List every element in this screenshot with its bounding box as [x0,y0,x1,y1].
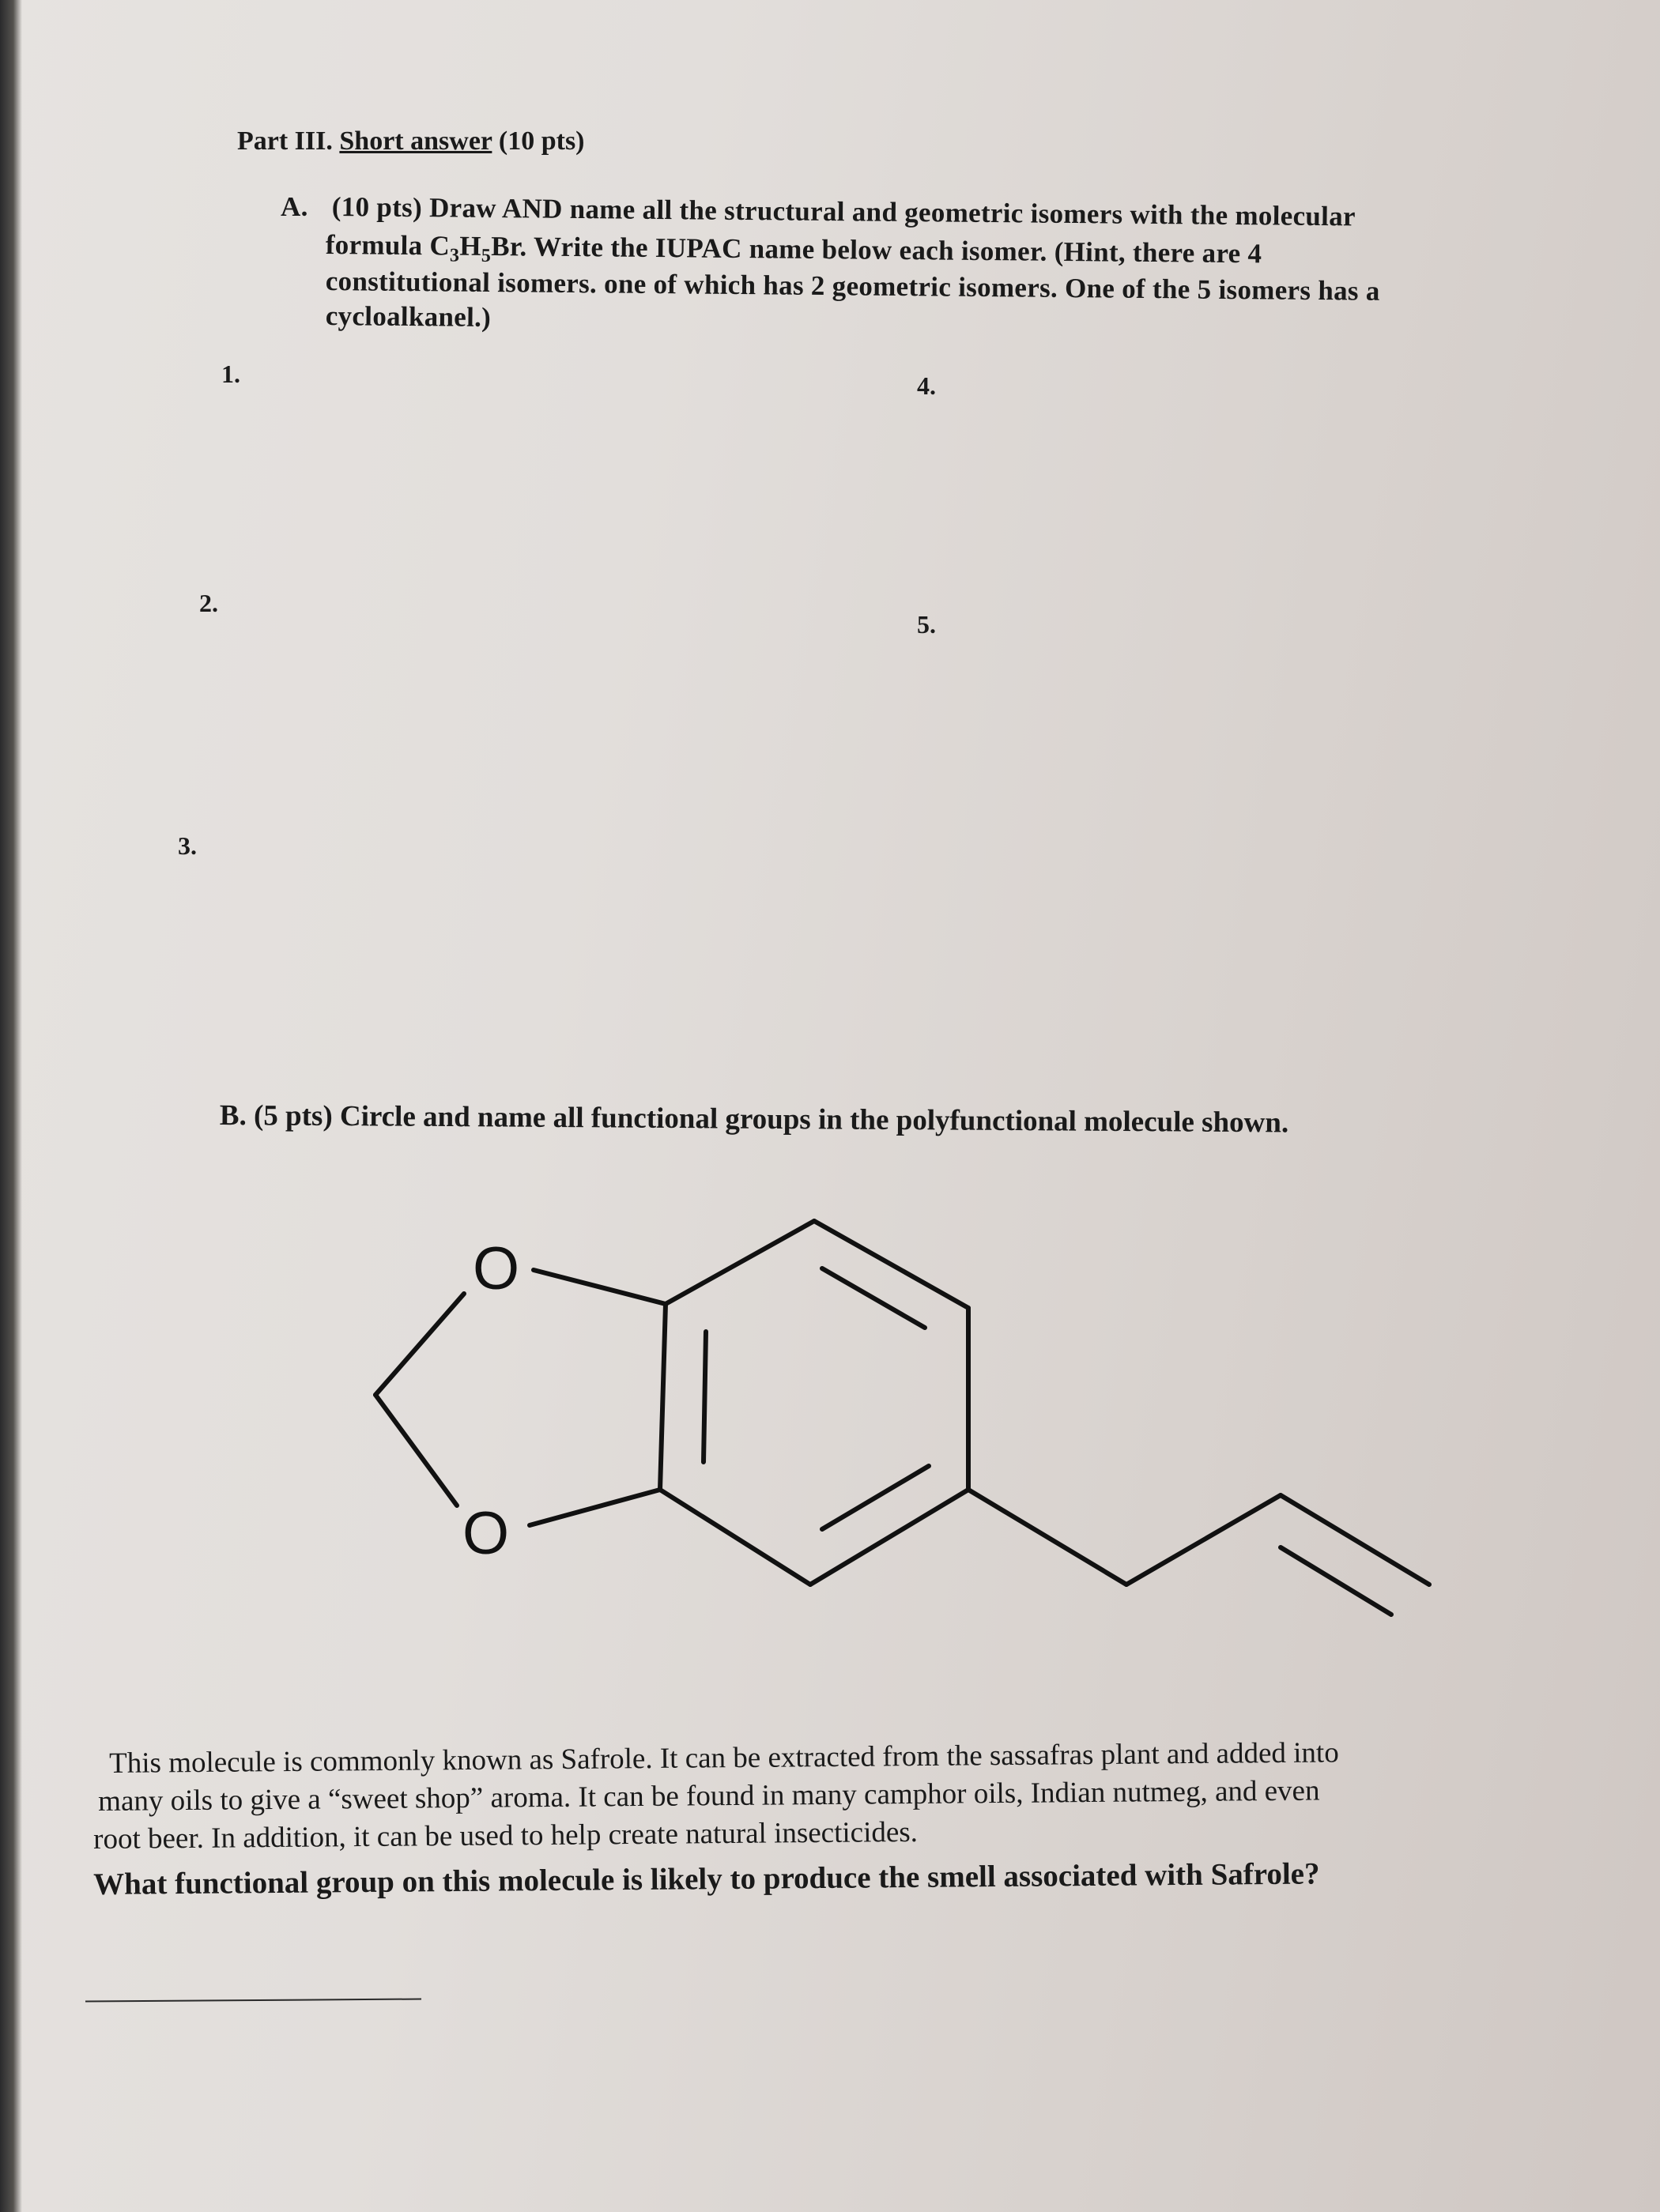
formula-subscript-5: 5 [481,245,492,267]
isomer-number-4: 4. [917,371,936,400]
isomer-number-5: 5. [917,610,936,639]
smell-question: What functional group on this molecule is likely to produce the smell associated with Safrole? [93,1856,1320,1901]
ring-bond-top [666,1221,814,1304]
ch2-o2-bond [375,1395,457,1505]
formula-suffix: Br. Write the IUPAC name below each isomer. (Hint, there are 4 [491,231,1262,269]
allyl-bond-2 [1126,1495,1281,1585]
ring-bond-bottom-right [810,1490,968,1585]
formula-subscript-3: 3 [449,245,460,266]
formula-prefix: formula C [325,229,451,262]
ring-double-bond-left [704,1332,706,1462]
oxygen-atom-top: O [473,1235,520,1302]
ring-bond-left [660,1304,666,1490]
isomer-number-2: 2. [199,589,218,617]
oxygen-atom-bottom: O [462,1500,510,1567]
part-points: (10 pts) [498,126,585,156]
allyl-double-bond-inner [1281,1547,1391,1615]
question-a-line-3: constitutional isomers. one of which has 2 geometric isomers. One of the 5 isomers has a [325,266,1380,307]
question-a-label: A. [281,191,308,222]
o1-ring-bond [534,1270,666,1304]
description-line-2: many oils to give a “sweet shop” aroma. It can be found in many camphor oils, Indian nutmeg, and even [98,1774,1320,1818]
ring-bond-bottom-left [660,1490,810,1585]
description-line-1: This molecule is commonly known as Safrole. It can be extracted from the sassafras plant and added into [109,1736,1339,1780]
description-line-3: root beer. In addition, it can be used to help create natural insecticides. [93,1815,919,1856]
part-underlined-title: Short answer [339,126,492,156]
allyl-bond-1 [968,1490,1126,1585]
isomer-number-1: 1. [221,360,240,388]
question-a-line-4: cycloalkanel.) [325,300,492,333]
question-a-line-1: (10 pts) Draw AND name all the structural and geometric isomers with the molecular [331,191,1356,232]
o1-ch2-bond [375,1294,464,1395]
isomer-number-3: 3. [178,831,197,860]
question-b: B. (5 pts) Circle and name all functional groups in the polyfunctional molecule shown. [219,1099,1289,1140]
allyl-double-bond-outer [1281,1495,1429,1585]
formula-h: H [459,230,482,262]
ring-bond-top-right [814,1221,968,1308]
part-prefix: Part III. [237,126,333,156]
o2-ring-bond [530,1490,660,1525]
ring-double-bond-bottom [822,1466,929,1529]
